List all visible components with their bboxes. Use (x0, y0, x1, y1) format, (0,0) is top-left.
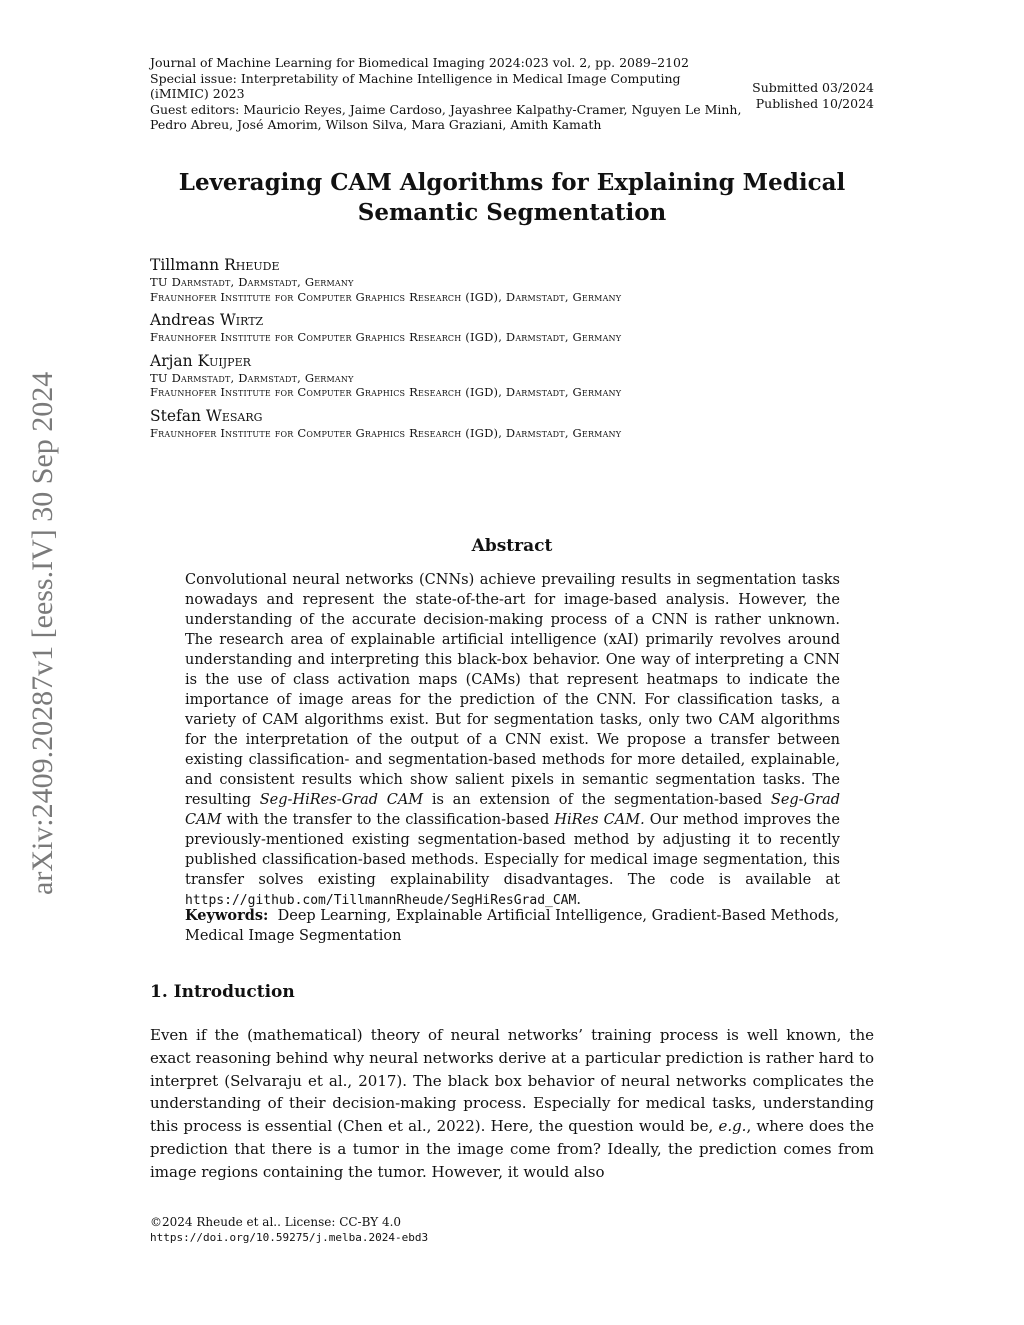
journal-header (150, 55, 750, 133)
keywords-label: Keywords: (185, 907, 269, 924)
keywords-text: Deep Learning, Explainable Artificial Intelligence, Gradient-Based Methods, Medical Image Segmentation (185, 908, 840, 944)
author-first-name: Arjan (150, 351, 193, 370)
section-heading-introduction: 1. Introduction (150, 982, 295, 1002)
author-affiliation: Fraunhofer Institute for Computer Graphics Research (IGD), Darmstadt, Germany (150, 385, 622, 399)
author-first-name: Tillmann (150, 256, 220, 274)
author-block (150, 352, 874, 400)
author-name (150, 407, 874, 426)
intro-text: , where does the prediction that there is a tumor in the image come from? Ideally, the prediction comes from image regions containing the tumor. However, it would also (150, 1117, 874, 1181)
title-line-1: Leveraging CAM Algorithms for Explaining Medical (178, 169, 846, 196)
title-line-2: Semantic Segmentation (357, 199, 667, 226)
special-issue-line-cont: (iMIMIC) 2023 (150, 86, 245, 101)
submission-dates (704, 80, 874, 111)
abstract-end: . (576, 892, 581, 908)
abstract-text: Our method improves the previously-mentioned existing segmentation-based method by adjusting it to recently published classification-based methods. Especially for medical image segmentation, this transfer solves existing explainability disadvantages. The code is available at (185, 812, 840, 888)
introduction-paragraph (150, 1024, 874, 1184)
author-affiliation: TU Darmstadt, Darmstadt, Germany (150, 275, 354, 289)
license-line: ©2024 Rheude et al.. License: CC-BY 4.0 (150, 1215, 402, 1229)
arxiv-identifier-stamp: arXiv:2409.20287v1 [eess.IV] 30 Sep 2024 (26, 371, 59, 895)
author-affiliation: Fraunhofer Institute for Computer Graphics Research (IGD), Darmstadt, Germany (150, 425, 622, 440)
author-block (150, 256, 874, 304)
doi-link[interactable]: https://doi.org/10.59275/j.melba.2024-ebd3 (150, 1231, 429, 1244)
abstract-body (185, 570, 840, 911)
method-name-emphasis: HiRes CAM. (554, 812, 645, 828)
abstract-heading: Abstract (471, 536, 553, 556)
guest-editors-line-cont: Pedro Abreu, José Amorim, Wilson Silva, Mara Graziani, Amith Kamath (150, 117, 602, 132)
intro-emphasis: e.g. (718, 1117, 747, 1136)
published-date: Published 10/2024 (755, 95, 874, 111)
page-footer (150, 1214, 650, 1246)
journal-line: Journal of Machine Learning for Biomedical Imaging 2024:023 vol. 2, pp. 2089–2102 (150, 55, 689, 70)
author-name (150, 256, 874, 275)
abstract-text: is an extension of the segmentation-based (423, 792, 771, 808)
author-list (150, 256, 874, 447)
author-affiliation: TU Darmstadt, Darmstadt, Germany (150, 370, 354, 385)
guest-editors-line: Guest editors: Mauricio Reyes, Jaime Cardoso, Jayashree Kalpathy-Cramer, Nguyen Le Minh, (150, 101, 742, 117)
author-affiliation: Fraunhofer Institute for Computer Graphics Research (IGD), Darmstadt, Germany (150, 289, 622, 304)
author-affiliation: Fraunhofer Institute for Computer Graphics Research (IGD), Darmstadt, Germany (150, 330, 622, 344)
keywords (185, 906, 840, 946)
author-first-name: Andreas (150, 311, 215, 329)
method-name-emphasis: Seg-HiRes-Grad CAM (259, 792, 424, 808)
author-last-name: Wesarg (205, 406, 263, 425)
code-repository-link[interactable]: https://github.com/TillmannRheude/SegHiResGrad_CAM (185, 893, 577, 908)
abstract-text: with the transfer to the classification-based (221, 812, 555, 828)
author-last-name: Wirtz (219, 311, 264, 329)
submitted-date: Submitted 03/2024 (752, 80, 874, 95)
author-last-name: Kuijper (197, 351, 251, 370)
paper-title (150, 168, 874, 228)
author-name (150, 352, 874, 371)
author-block (150, 407, 874, 441)
intro-text: Even if the (mathematical) theory of neural networks’ training process is well known, the exact reasoning behind why neural networks derive at a particular prediction is rather hard to interpret (Selvaraju et al., 2017). The black box behavior of neural networks complicates the understanding of their decision-making process. Especially for medical tasks, understanding this process is essential (Chen et al., 2022). Here, the question would be, (150, 1026, 874, 1136)
author-name (150, 311, 874, 330)
author-block (150, 311, 874, 345)
author-first-name: Stefan (150, 406, 201, 425)
special-issue-line: Special issue: Interpretability of Machine Intelligence in Medical Image Computing (150, 70, 681, 86)
author-last-name: Rheude (224, 256, 280, 274)
abstract-text: Convolutional neural networks (CNNs) achieve prevailing results in segmentation tasks nowadays and represent the state-of-the-art for image-based analysis. However, the understanding of the accurate decision-making process of a CNN is rather unknown. The research area of explainable artificial intelligence (xAI) primarily revolves around understanding and interpreting this black-box behavior. One way of interpreting a CNN is the use of class activation maps (CAMs) that represent heatmaps to indicate the importance of image areas for the prediction of the CNN. For classification tasks, a variety of CAM algorithms exist. But for segmentation tasks, only two CAM algorithms for the interpretation of the output of a CNN exist. We propose a transfer between existing classification- and segmentation-based methods for more detailed, explainable, and consistent results which show salient pixels in semantic segmentation tasks. The resulting (185, 572, 840, 808)
method-name-emphasis: Seg-Grad CAM (185, 792, 841, 828)
